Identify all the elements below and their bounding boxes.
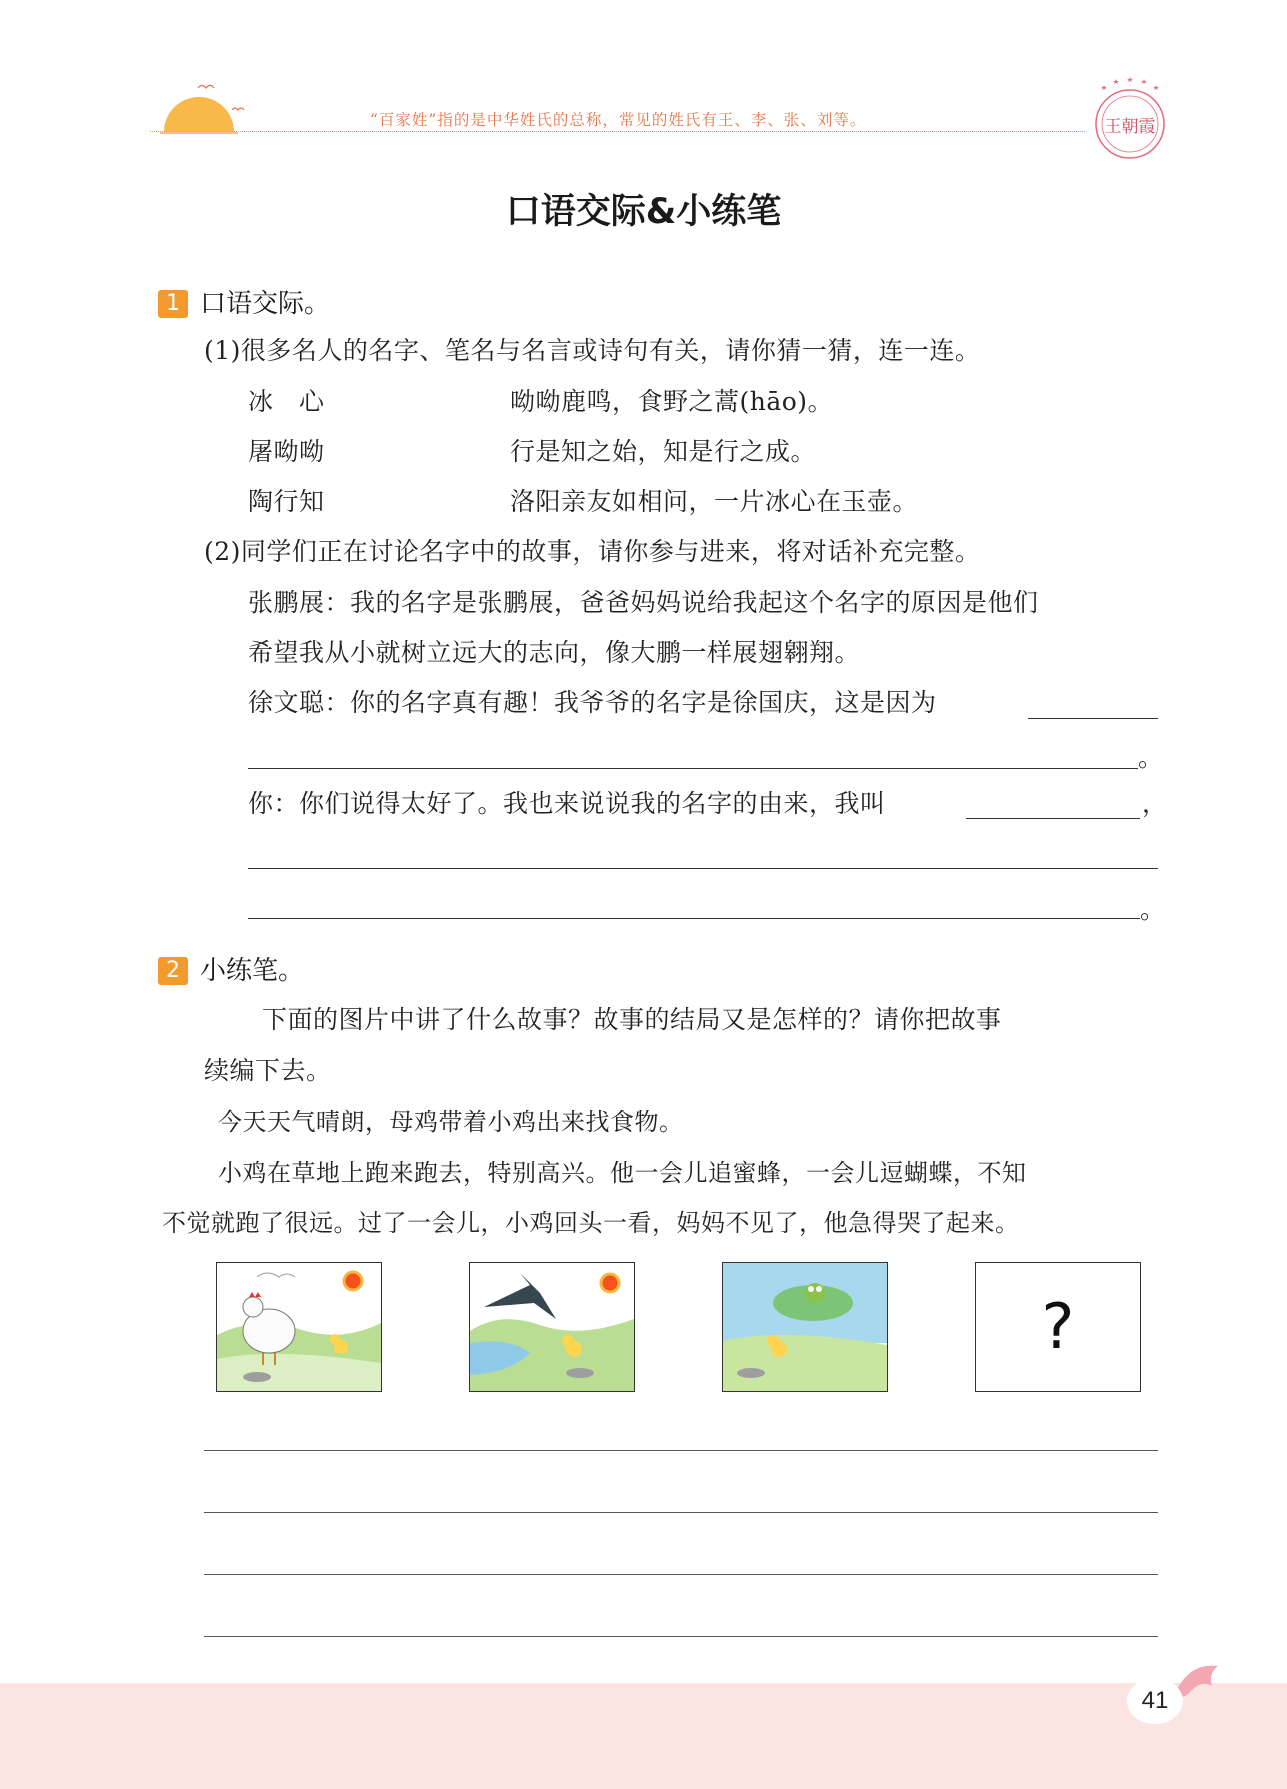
story-picture-hen — [216, 1262, 382, 1392]
story-text: 不觉就跑了很远。过了一会儿，小鸡回头一看，妈妈不见了，他急得哭了起来。 — [162, 1209, 1020, 1237]
header-tip: “百家姓”指的是中华姓氏的总称，常见的姓氏有王、李、张、刘等。 — [370, 111, 867, 129]
answer-blank[interactable] — [248, 868, 1158, 869]
answer-blank[interactable] — [248, 918, 1140, 919]
sentence-comma: ， — [1142, 789, 1168, 818]
answer-blank[interactable] — [248, 768, 1138, 769]
q1-prompt: (1)很多名人的名字、笔名与名言或诗句有关，请你猜一猜，连一连。 — [204, 336, 981, 365]
story-picture-frog — [722, 1262, 888, 1392]
story-picture-unknown — [975, 1262, 1141, 1392]
match-quote: 洛阳亲友如相问，一片冰心在玉壶。 — [510, 487, 919, 516]
question-mark: ? — [1041, 1290, 1075, 1363]
writing-line[interactable] — [204, 1636, 1158, 1637]
birds-icon — [196, 80, 252, 120]
story-text: 小鸡在草地上跑来跑去，特别高兴。他一会儿追蜜蜂，一会儿逗蝴蝶，不知 — [218, 1159, 1027, 1187]
section2-title: 小练笔。 — [200, 956, 305, 986]
footer-band — [0, 1683, 1287, 1789]
section1-title: 口语交际。 — [200, 289, 331, 319]
answer-blank[interactable] — [1028, 718, 1158, 719]
page-number: 41 — [1127, 1678, 1183, 1724]
match-quote: 行是知之始，知是行之成。 — [510, 437, 817, 466]
dialogue-line: 希望我从小就树立远大的志向，像大鹏一样展翅翱翔。 — [248, 638, 861, 667]
match-quote: 呦呦鹿鸣，食野之蒿(hāo)。 — [510, 387, 834, 416]
match-name: 冰 心 — [248, 387, 325, 416]
story-text: 今天天气晴朗，母鸡带着小鸡出来找食物。 — [218, 1108, 684, 1136]
story-picture-swallow — [469, 1262, 635, 1392]
author-seal-logo — [1090, 76, 1170, 162]
section2-number-badge: 2 — [158, 957, 188, 985]
writing-line[interactable] — [204, 1574, 1158, 1575]
dialogue-line: 你：你们说得太好了。我也来说说我的名字的由来，我叫 — [248, 789, 886, 818]
instructions: 续编下去。 — [204, 1056, 332, 1085]
name-blank[interactable] — [966, 818, 1140, 819]
writing-line[interactable] — [204, 1450, 1158, 1451]
svg-text:王朝霞: 王朝霞 — [1104, 117, 1156, 137]
q2-prompt: (2)同学们正在讨论名字中的故事，请你参与进来，将对话补充完整。 — [204, 537, 981, 566]
sentence-period: 。 — [1138, 743, 1164, 772]
sentence-period: 。 — [1140, 895, 1166, 924]
writing-line[interactable] — [204, 1512, 1158, 1513]
section2-heading — [158, 950, 304, 987]
header-divider — [150, 131, 1085, 132]
dialogue-line: 徐文聪：你的名字真有趣！我爷爷的名字是徐国庆，这是因为 — [248, 688, 937, 717]
dialogue-line: 张鹏展：我的名字是张鹏展，爸爸妈妈说给我起这个名字的原因是他们 — [248, 588, 1039, 617]
instructions: 下面的图片中讲了什么故事？故事的结局又是怎样的？请你把故事 — [262, 1005, 1002, 1034]
page-title: 口语交际&小练笔 — [505, 192, 782, 232]
section1-number-badge: 1 — [158, 290, 188, 318]
match-name: 陶行知 — [248, 487, 325, 516]
section1-heading — [158, 283, 330, 320]
match-name: 屠呦呦 — [248, 437, 325, 466]
